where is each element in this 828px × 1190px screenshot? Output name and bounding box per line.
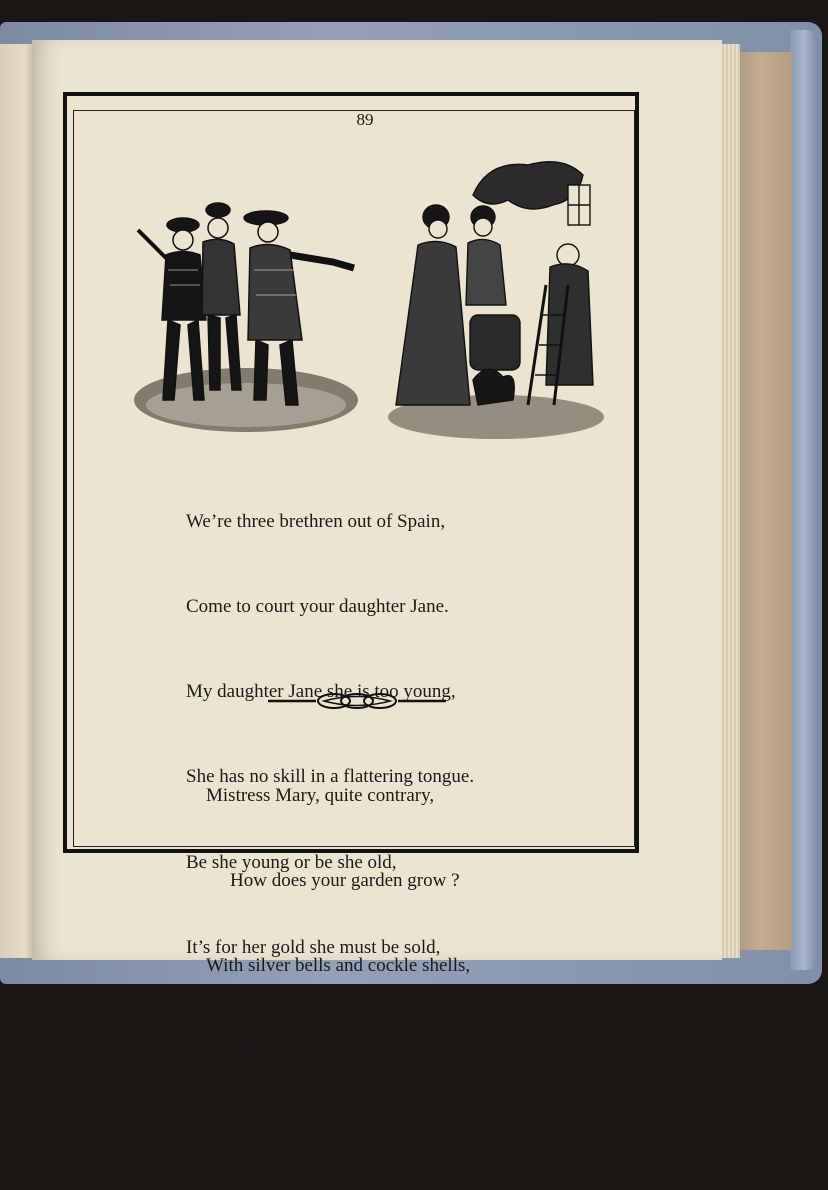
verse-line: Mistress Mary, quite contrary, bbox=[206, 784, 435, 806]
verse-line: My daughter Jane she is too young, bbox=[186, 681, 456, 703]
verse-line: We shall return another day. bbox=[186, 1107, 400, 1129]
woodcut-women-garden-illustration bbox=[378, 155, 608, 440]
verse-line: And maidens all in a row. bbox=[230, 1040, 426, 1062]
verse-line: With silver bells and cockle shells, bbox=[206, 955, 471, 977]
verse-line: She has no skill in a flattering tongue. bbox=[186, 766, 475, 788]
verse-line: It’s for her gold she must be sold, bbox=[186, 936, 441, 958]
cover-edge bbox=[790, 30, 818, 970]
page-number: 89 bbox=[356, 110, 374, 129]
verse-line: Be she young or be she old, bbox=[186, 851, 397, 873]
verse-line: We’re three brethren out of Spain, bbox=[186, 510, 446, 532]
verse-mistress-mary bbox=[206, 725, 470, 1123]
ornamental-divider bbox=[268, 690, 446, 712]
verse-line: Come to court your daughter Jane. bbox=[186, 596, 449, 618]
woodcut-three-men-illustration bbox=[128, 200, 368, 440]
verse-line: So fare you well, my lady gay, bbox=[186, 1022, 418, 1044]
left-page-edge bbox=[0, 44, 36, 958]
verse-line: How does your garden grow ? bbox=[230, 870, 460, 892]
